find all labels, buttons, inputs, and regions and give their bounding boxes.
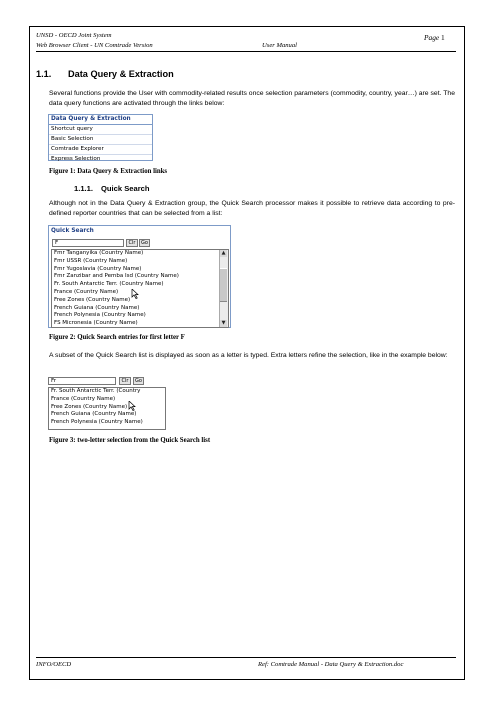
section-number: 1.1. [36, 69, 52, 79]
country-list[interactable] [51, 249, 229, 328]
footer-rule [36, 657, 456, 658]
list-item[interactable]: FS Micronesia (Country Name) [54, 320, 138, 327]
scroll-up-arrow-icon[interactable]: ▲ [221, 250, 226, 256]
list-item[interactable]: French Polynesia (Country Name) [51, 419, 143, 426]
list-item[interactable]: France (Country Name) [51, 395, 116, 402]
express-selection-link[interactable]: Express Selection [51, 156, 101, 162]
go-button[interactable]: Go [139, 239, 150, 247]
list-item[interactable]: French Guiana (Country Name) [54, 304, 140, 311]
figure-1-caption: Figure 1: Data Query & Extraction links [49, 168, 168, 175]
mouse-cursor-icon [131, 289, 139, 299]
quick-search-input[interactable]: F [52, 239, 124, 247]
intro-paragraph: Several functions provide the User with commodity-related results once selection parameters (commodity, country, year…) are set. The data query functions are activated through the links below: [49, 90, 455, 107]
go-button[interactable]: Go [133, 377, 144, 385]
header-rule [36, 51, 456, 52]
header-page-indicator [424, 33, 445, 42]
basic-selection-link[interactable]: Basic Selection [49, 135, 152, 145]
section-title: Data Query & Extraction [68, 69, 174, 79]
panel-title: Data Query & Extraction [49, 115, 152, 125]
scroll-down-arrow-icon[interactable]: ▼ [221, 320, 226, 326]
section-heading [36, 69, 174, 79]
figure-3-caption: Figure 3: two-letter selection from the Quick Search list [49, 437, 211, 444]
header-page-number: 1 [441, 33, 445, 42]
footer-organisation: INFO/OECD [36, 661, 72, 668]
comtrade-explorer-link[interactable]: Comtrade Explorer [49, 145, 152, 155]
list-item[interactable]: Fmr USSR (Country Name) [54, 257, 128, 264]
quick-search-title: Quick Search [51, 228, 94, 234]
clear-button[interactable]: Clr [119, 377, 131, 385]
header-page-label: Page [424, 33, 440, 42]
subsection-heading [74, 184, 150, 193]
quick-search-refined-panel [48, 376, 168, 431]
list-item[interactable]: Fmr Zanzibar and Pemba Isd (Country Name) [54, 273, 179, 280]
list-item[interactable]: Free Zones (Country Name) [51, 403, 128, 410]
list-item[interactable]: Fr. South Antarctic Terr. (Country [51, 388, 141, 394]
scrollbar-thumb[interactable] [220, 268, 227, 302]
quick-search-panel [48, 225, 231, 328]
shortcut-query-link[interactable]: Shortcut query [49, 125, 152, 135]
data-query-extraction-panel [48, 114, 153, 161]
header-system-name: UNSD - OECD Joint System [36, 32, 112, 39]
country-list[interactable] [48, 387, 166, 430]
quick-search-intro-paragraph: Although not in the Data Query & Extraction group, the Quick Search processor makes it possible to retrieve data according to pre-defined reporter countries that can be selected from a list: [49, 200, 455, 217]
list-item[interactable]: French Guiana (Country Name) [51, 411, 137, 418]
subset-paragraph: A subset of the Quick Search list is displayed as soon as a letter is typed. Extra letters refine the selection, like in the example below: [49, 352, 448, 359]
figure-2-caption: Figure 2: Quick Search entries for first letter F [49, 334, 185, 341]
list-item[interactable]: Fr. South Antarctic Terr. (Country Name) [54, 281, 164, 288]
mouse-cursor-icon [128, 401, 136, 411]
subsection-title: Quick Search [101, 184, 150, 193]
footer-document-reference: Ref: Comtrade Manual - Data Query & Extraction.doc [258, 661, 404, 668]
clear-button[interactable]: Clr [126, 239, 138, 247]
list-item[interactable]: Fmr Yugoslavia (Country Name) [54, 265, 142, 272]
quick-search-input[interactable]: Fr [48, 377, 116, 385]
list-item[interactable]: French Polynesia (Country Name) [54, 312, 146, 319]
header-client-version: Web Browser Client - UN Comtrade Version [36, 42, 153, 49]
list-item[interactable]: France (Country Name) [54, 288, 119, 295]
header-document-type: User Manual [262, 42, 297, 49]
list-item[interactable]: Free Zones (Country Name) [54, 296, 131, 303]
subsection-number: 1.1.1. [74, 184, 93, 193]
list-item[interactable]: Fmr Tanganyika (Country Name) [54, 250, 144, 256]
list-scrollbar[interactable] [219, 250, 228, 327]
